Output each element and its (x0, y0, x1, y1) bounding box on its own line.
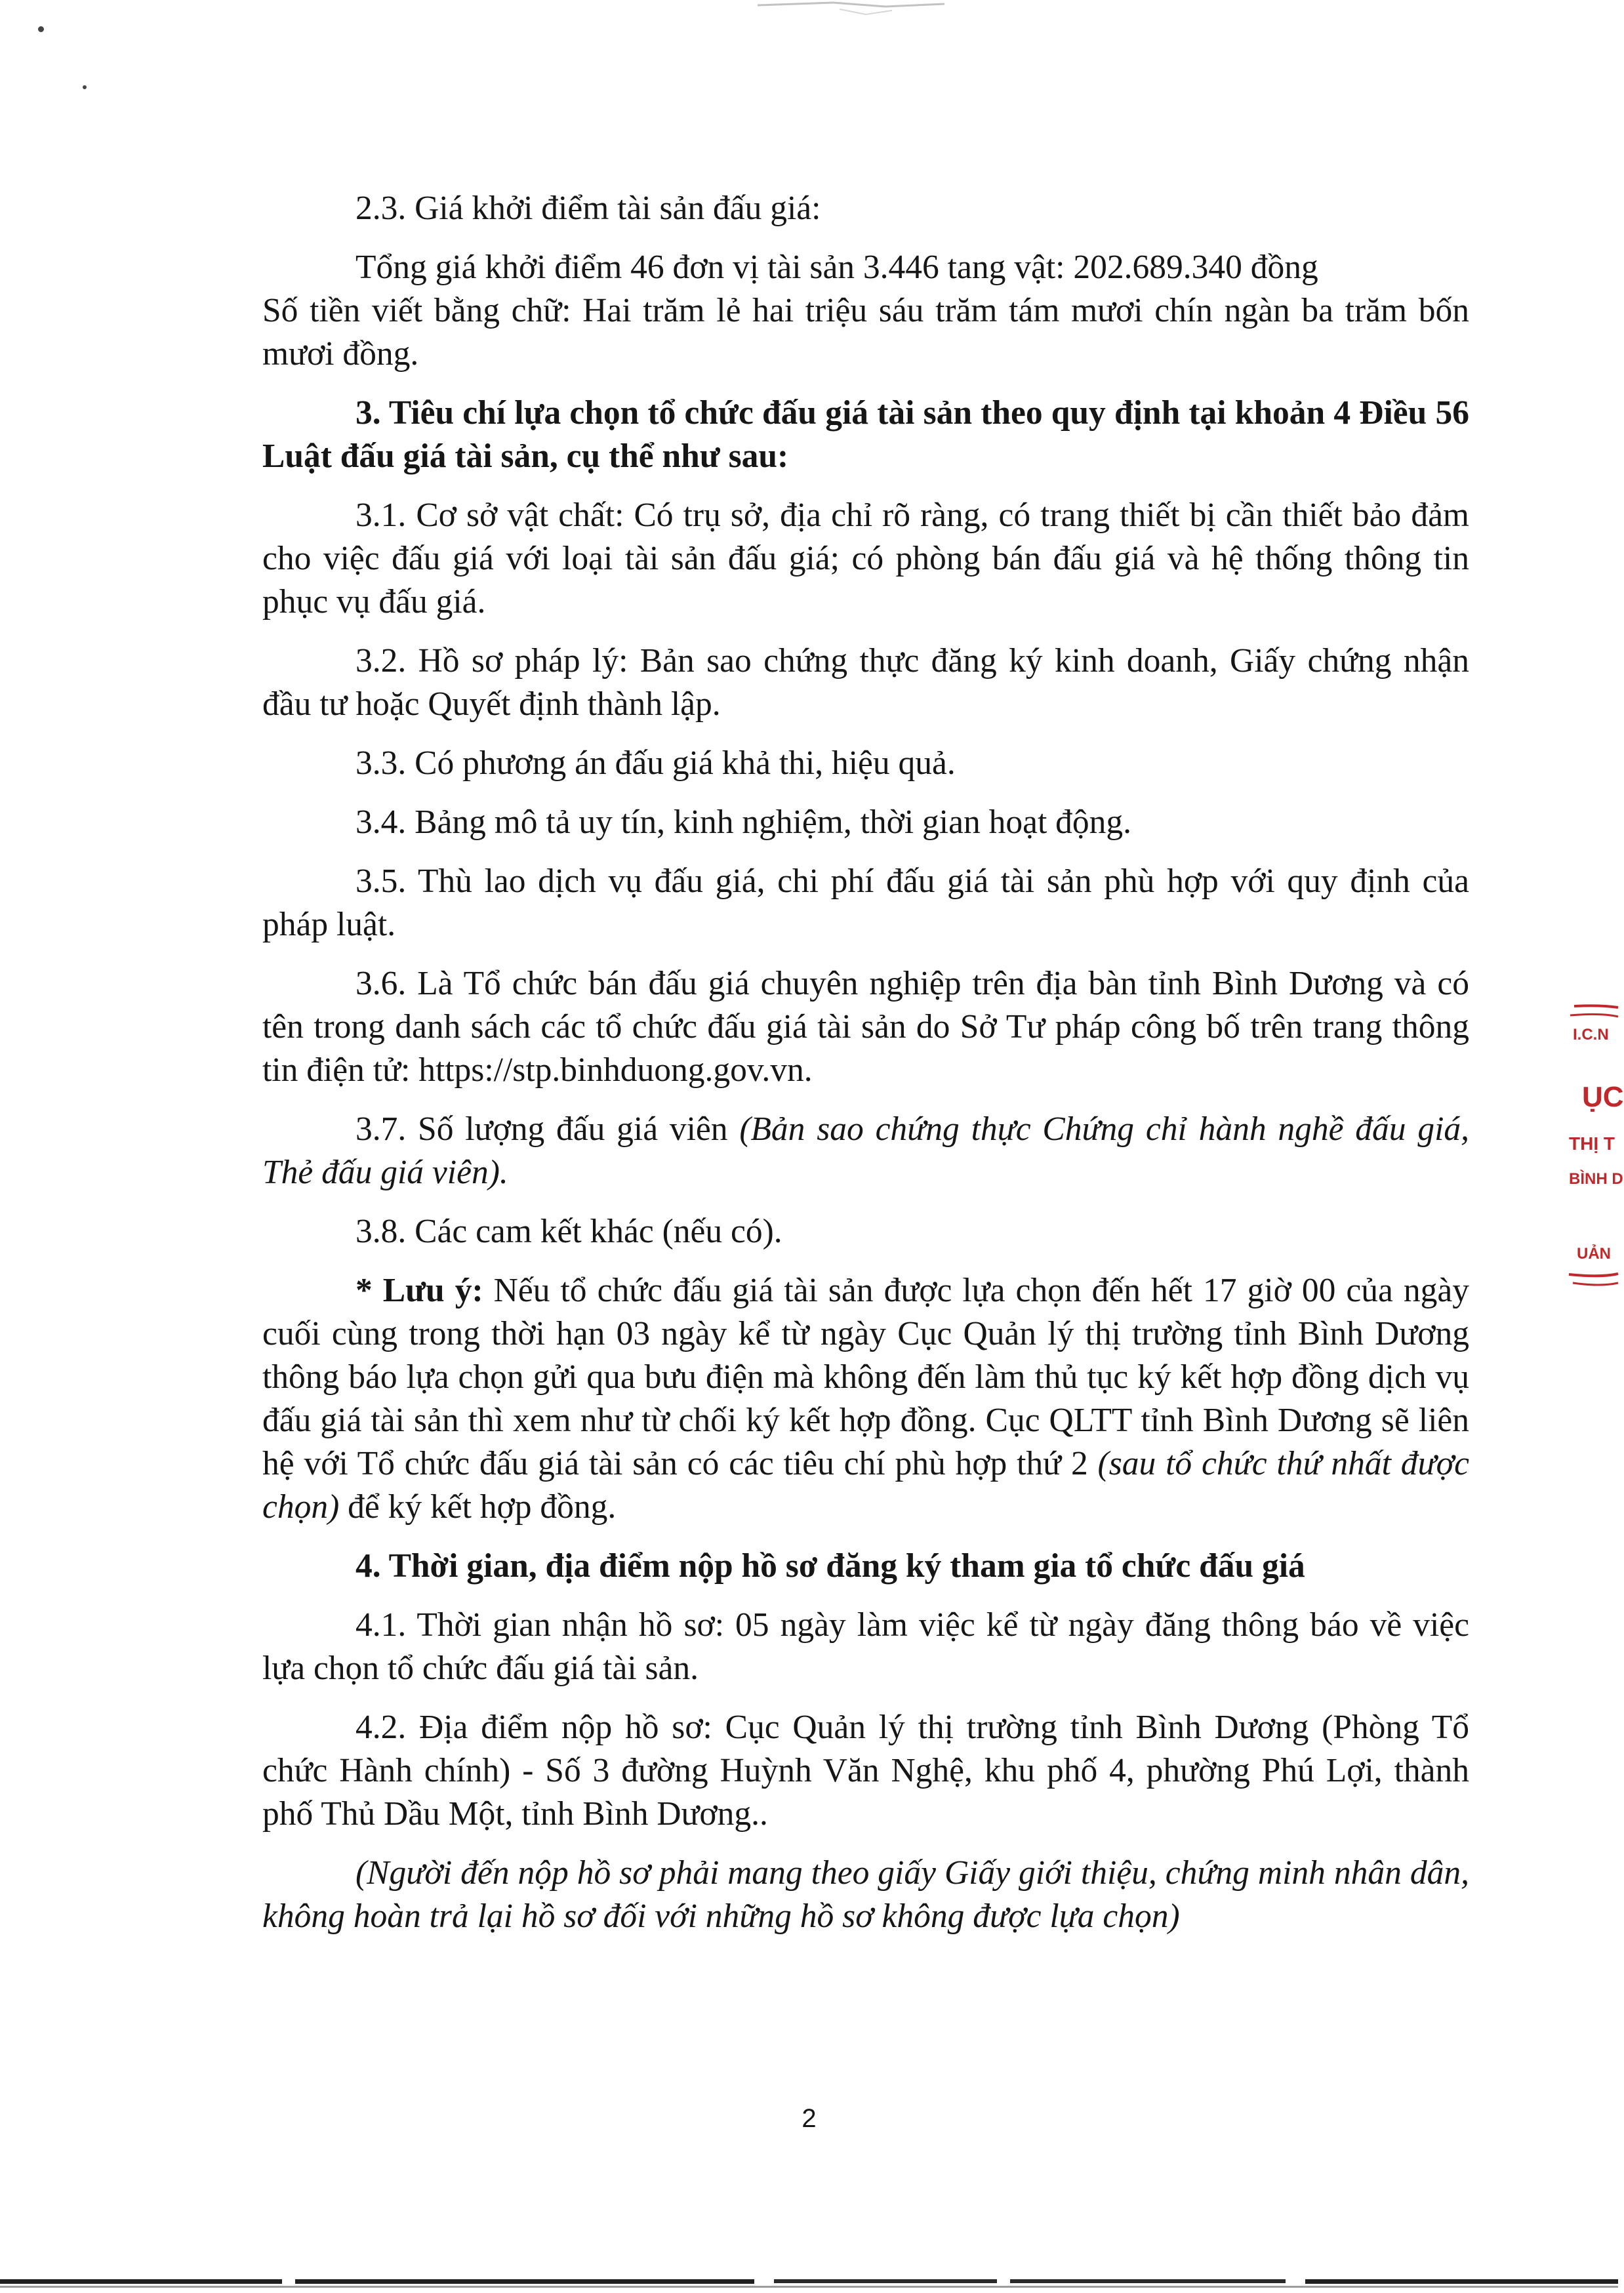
note-label: * Lưu ý: (355, 1272, 483, 1309)
seal-text: ỤC (1582, 1081, 1624, 1113)
criterion-3-1: 3.1. Cơ sở vật chất: Có trụ sở, địa chỉ rõ ràng, có trang thiết bị cần thiết bảo đảm cho việc đấu giá với loại tài sản đấu giá; có phòng bán đấu giá và hệ thống thông tin phục vụ đấu giá. (262, 497, 1469, 620)
red-seal-fragment (1561, 1002, 1624, 1291)
seal-text: I.C.N (1573, 1026, 1609, 1044)
seal-text: BÌNH D (1569, 1170, 1623, 1188)
starting-price-total: Tổng giá khởi điểm 46 đơn vị tài sản 3.446 tang vật: 202.689.340 đồng (355, 249, 1318, 286)
criterion-3-7-lead: 3.7. Số lượng đấu giá viên (355, 1110, 740, 1148)
submission-note: (Người đến nộp hồ sơ phải mang theo giấy Giấy giới thiệu, chứng minh nhân dân, không hoàn trả lại hồ sơ đối với những hồ sơ không được lựa chọn) (262, 1854, 1469, 1935)
page-number: 2 (802, 2104, 817, 2133)
seal-text: UẢN (1577, 1245, 1611, 1263)
section-2-3-title: 2.3. Giá khởi điểm tài sản đấu giá: (355, 190, 821, 227)
item-4-2: 4.2. Địa điểm nộp hồ sơ: Cục Quản lý thị trường tỉnh Bình Dương (Phòng Tổ chức Hành chính) - Số 3 đường Huỳnh Văn Nghệ, khu phố 4, phường Phú Lợi, thành phố Thủ Dầu Một, tỉnh Bình Dương.. (262, 1709, 1469, 1833)
scan-speck (83, 85, 87, 89)
note-text-1: Nếu tổ chức đấu giá tài sản được lựa chọn đến hết 17 giờ 00 của ngày cuối cùng trong thời hạn 03 ngày kể từ ngày Cục Quản lý thị trường tỉnh Bình Dương thông báo lựa chọn gửi qua bưu điện mà không đến làm thủ tục ký kết hợp đồng dịch vụ đấu giá tài sản thì xem như từ chối ký kết hợp đồng. Cục QLTT tỉnh Bình Dương sẽ liên hệ với Tổ chức đấu giá tài sản có các tiêu chí phù hợp thứ 2 (262, 1272, 1469, 1482)
criterion-3-2: 3.2. Hồ sơ pháp lý: Bản sao chứng thực đăng ký kinh doanh, Giấy chứng nhận đầu tư hoặc Quyết định thành lập. (262, 642, 1469, 723)
criterion-3-7 (262, 1108, 1469, 1194)
section-3-heading: 3. Tiêu chí lựa chọn tổ chức đấu giá tài sản theo quy định tại khoản 4 Điều 56 Luật đấu giá tài sản, cụ thể như sau: (262, 394, 1469, 475)
scan-speck (38, 26, 44, 32)
note-italic: (sau tổ chức thứ nhất được chọn) (262, 1445, 1469, 1526)
criterion-3-6: 3.6. Là Tổ chức bán đấu giá chuyên nghiệp trên địa bàn tỉnh Bình Dương và có tên trong danh sách các tổ chức đấu giá tài sản do Sở Tư pháp công bố trên trang thông tin điện tử: https://stp.binhduong.gov.vn. (262, 965, 1469, 1089)
criterion-3-8: 3.8. Các cam kết khác (nếu có). (355, 1213, 782, 1250)
note-paragraph (262, 1269, 1469, 1529)
criterion-3-4: 3.4. Bảng mô tả uy tín, kinh nghiệm, thời gian hoạt động. (355, 803, 1132, 841)
document-body (262, 187, 1469, 1938)
section-4-heading: 4. Thời gian, địa điểm nộp hồ sơ đăng ký tham gia tổ chức đấu giá (355, 1547, 1305, 1585)
starting-price-in-words: Số tiền viết bằng chữ: Hai trăm lẻ hai triệu sáu trăm tám mươi chín ngàn ba trăm bốn mươi đồng. (262, 292, 1469, 373)
criterion-3-7-note: (Bản sao chứng thực Chứng chỉ hành nghề đấu giá, Thẻ đấu giá viên). (262, 1110, 1469, 1191)
scan-smudge (754, 0, 951, 26)
criterion-3-3: 3.3. Có phương án đấu giá khả thi, hiệu quả. (355, 744, 956, 782)
criterion-3-5: 3.5. Thù lao dịch vụ đấu giá, chi phí đấu giá tài sản phù hợp với quy định của pháp luật. (262, 862, 1469, 943)
item-4-1: 4.1. Thời gian nhận hồ sơ: 05 ngày làm việc kể từ ngày đăng thông báo về việc lựa chọn tổ chức đấu giá tài sản. (262, 1606, 1469, 1687)
note-text-2: để ký kết hợp đồng. (339, 1488, 617, 1526)
scan-bottom-edge (0, 2278, 1618, 2293)
seal-text: THỊ T (1569, 1133, 1615, 1154)
